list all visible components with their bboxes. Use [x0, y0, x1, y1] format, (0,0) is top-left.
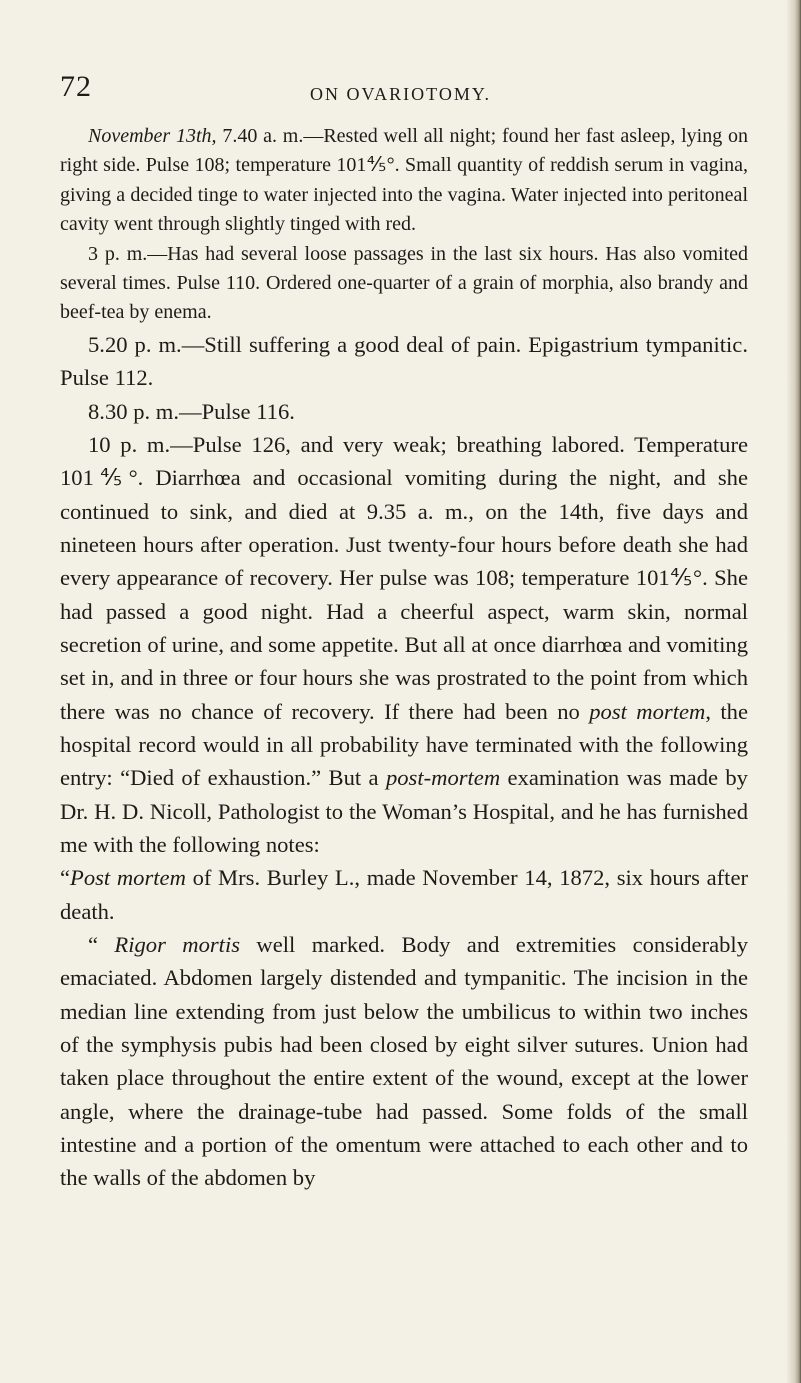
- paragraph-520pm: [60, 328, 748, 395]
- text-run: well marked. Body and extremities considerably emaciated. Abdomen largely distended and tympanitic. The incision in the median line extending from just below the umbilicus to within two inches of the symphysis pubis had been closed by eight silver sutures. Union had taken place throughout the entire extent of the wound, except at the lower angle, where the drainage-tube had passed. Some folds of the small intestine and a portion of the omentum were attached to each other and to the walls of the abdomen by: [60, 932, 749, 1191]
- text-run: of Mrs. Burley L., made November 14, 1872, six hours after death.: [60, 865, 748, 924]
- page-header: [0, 72, 801, 112]
- text-run: 3 p. m.—Has had several loose passages in the last six hours. Has also vomited several times. Pulse 110. Ordered one-quarter of a grain of morphia, also brandy and beef-tea by enema.: [60, 242, 748, 324]
- paragraph-nov13-morning: [60, 122, 748, 240]
- text-run: examination was made by Dr. H. D. Nicoll, Pathologist to the Woman’s Hospital, and he has furnished me with the following notes:: [60, 765, 748, 857]
- paragraph-10pm: [60, 428, 748, 861]
- italic-term: post mortem: [589, 698, 706, 724]
- paragraph-post-mortem-heading: [60, 861, 748, 928]
- paragraph-rigor-mortis: [60, 928, 748, 1195]
- text-run: , the hospital record would in all probability have terminated with the following entry: “Died of exhaustion.” But a: [60, 698, 748, 791]
- text-run: 5.20 p. m.—Still suffering a good deal of pain. Epigastrium tympanitic. Pulse 112.: [60, 331, 748, 391]
- italic-term: Post mortem: [70, 865, 186, 891]
- text-run: 7.40 a. m.—Rested well all night; found her fast asleep, lying on right side. Pulse 108; temperature 101⅘°. Small quantity of reddish serum in vagina, giving a decided tinge to water injected into the vagina. Water injected into peritoneal cavity went through slightly tinged with red.: [60, 125, 748, 236]
- running-head: ON OVARIOTOMY.: [309, 84, 492, 104]
- italic-term: Rigor mortis: [114, 932, 241, 958]
- text-run: 10 p. m.—Pulse 126, and very weak; breathing labored. Temperature 101⅘°. Diarrhœa and occasional vomiting during the night, and she continued to sink, and died at 9.35 a. m., on the 14th, five days and nineteen hours after operation. Just twenty-four hours before death she had every appearance of recovery. Her pulse was 108; temperature 101⅘°. She had passed a good night. Had a cheerful aspect, warm skin, normal secretion of urine, and some appetite. But all at once diarrhœa and vomiting set in, and in three or four hours she was prostrated to the point from which there was no chance of recovery. If there had been no: [60, 431, 748, 724]
- paragraph-830pm: [60, 395, 748, 428]
- text-run: 8.30 p. m.—Pulse 116.: [88, 398, 295, 424]
- page-number: 72: [60, 70, 92, 103]
- text-run: “: [88, 932, 115, 958]
- italic-term: post-mortem: [385, 765, 501, 791]
- body-text: [60, 122, 748, 1195]
- text-run: “: [60, 865, 71, 891]
- page-edge-shadow: [787, 0, 801, 1383]
- date-italic: November 13th,: [88, 125, 217, 147]
- paragraph-3pm: [60, 240, 748, 328]
